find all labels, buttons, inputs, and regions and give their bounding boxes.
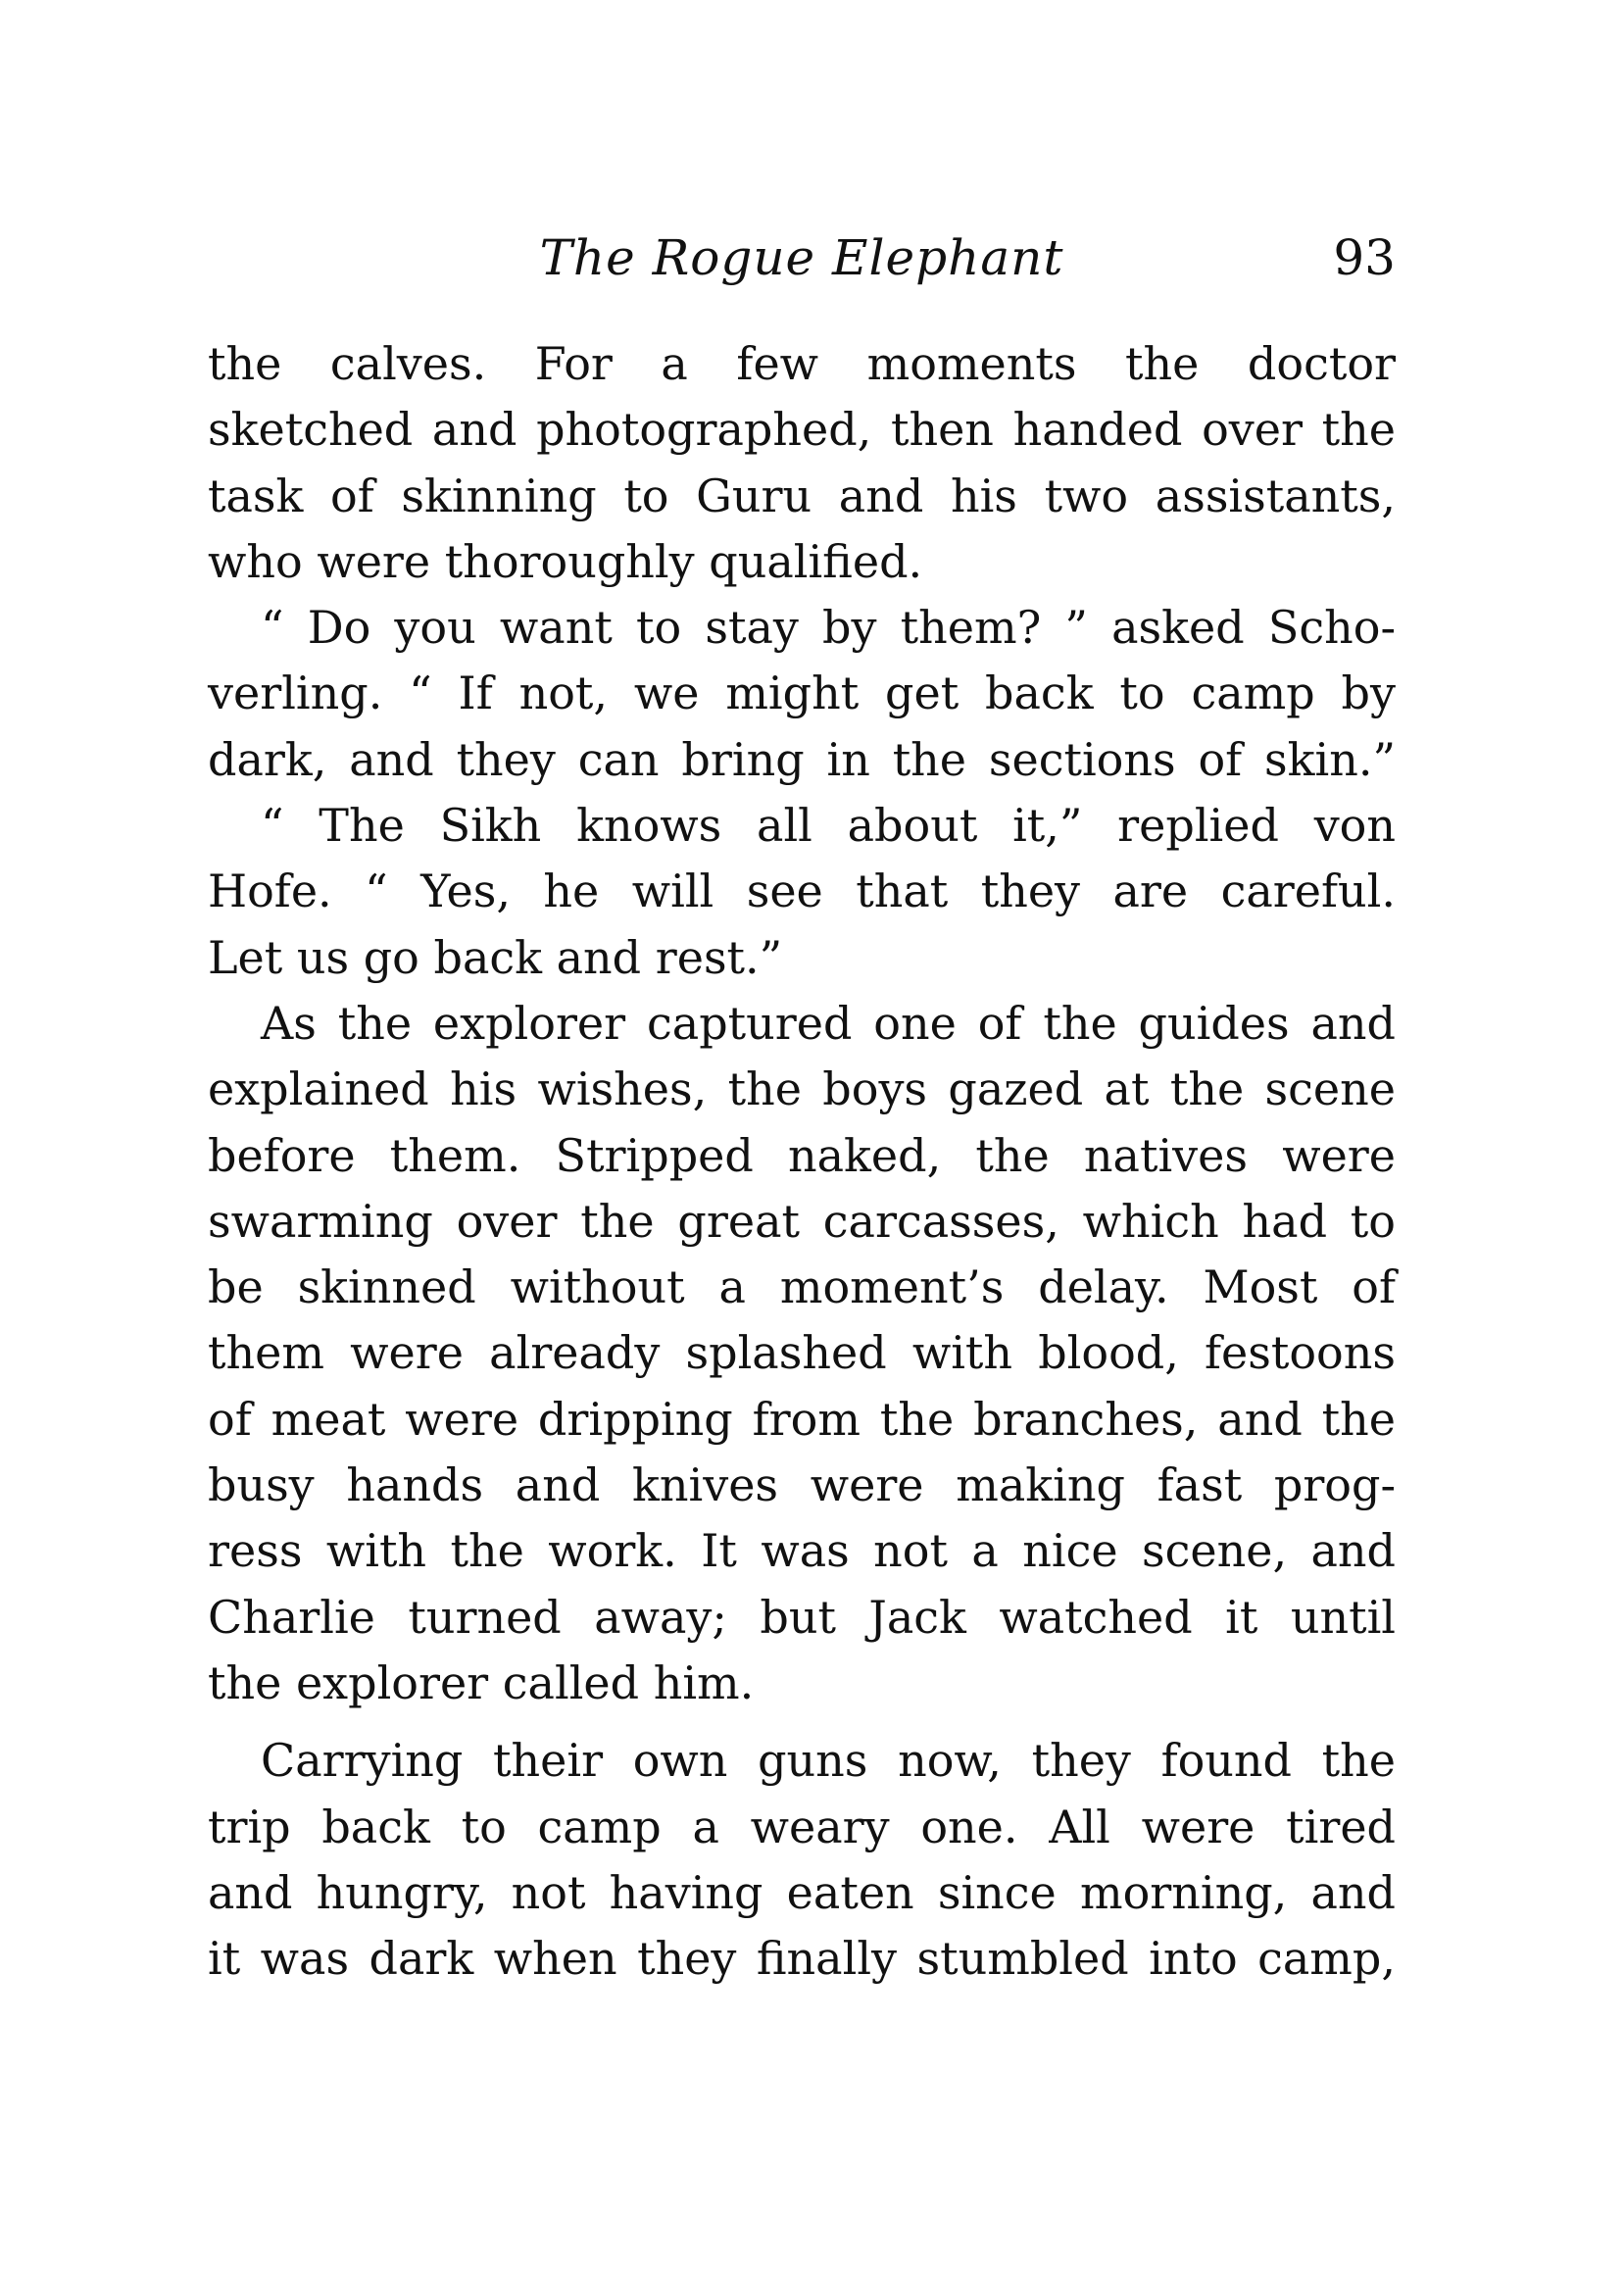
body-text [208, 331, 1396, 1992]
text-line: Carrying their own guns now, they found the [261, 1734, 1396, 1788]
text-line: Charlie turned away; but Jack watched it until [208, 1590, 1396, 1644]
text-line: dark, and they can bring in the sections of skin.” [208, 732, 1396, 786]
text-line: be skinned without a moment’s delay. Most of [208, 1260, 1396, 1314]
text-line: before them. Stripped naked, the natives were [208, 1128, 1396, 1182]
text-line: verling. “ If not, we might get back to camp by [208, 666, 1396, 720]
text-line: swarming over the great carcasses, which had to [208, 1194, 1396, 1248]
text-line: who were thoroughly qualified. [208, 534, 923, 588]
text-line: it was dark when they finally stumbled into camp, [208, 1932, 1396, 1986]
text-line: As the explorer captured one of the guides and [261, 996, 1396, 1050]
text-line: ress with the work. It was not a nice scene, and [208, 1524, 1396, 1578]
text-line: trip back to camp a weary one. All were tired [208, 1800, 1396, 1853]
text-line: the calves. For a few moments the doctor [208, 337, 1396, 390]
text-line: of meat were dripping from the branches, and the [208, 1392, 1396, 1446]
text-line: and hungry, not having eaten since morning, and [208, 1865, 1396, 1919]
text-line: task of skinning to Guru and his two assistants, [208, 469, 1396, 522]
page-number: 93 [1333, 229, 1396, 286]
running-title: The Rogue Elephant [539, 229, 1064, 286]
text-line: Let us go back and rest.” [208, 930, 783, 984]
text-line: sketched and photographed, then handed over the [208, 403, 1396, 457]
text-line: them were already splashed with blood, festoons [208, 1326, 1396, 1380]
text-line: the explorer called him. [208, 1655, 755, 1709]
text-line: explained his wishes, the boys gazed at the scene [208, 1062, 1396, 1116]
text-line: “ The Sikh knows all about it,” replied von [261, 799, 1396, 853]
text-line: Hofe. “ Yes, he will see that they are careful. [208, 864, 1396, 918]
running-head [208, 223, 1396, 292]
text-line: busy hands and knives were making fast prog- [208, 1458, 1396, 1512]
text-line: “ Do you want to stay by them? ” asked Scho- [261, 601, 1396, 655]
